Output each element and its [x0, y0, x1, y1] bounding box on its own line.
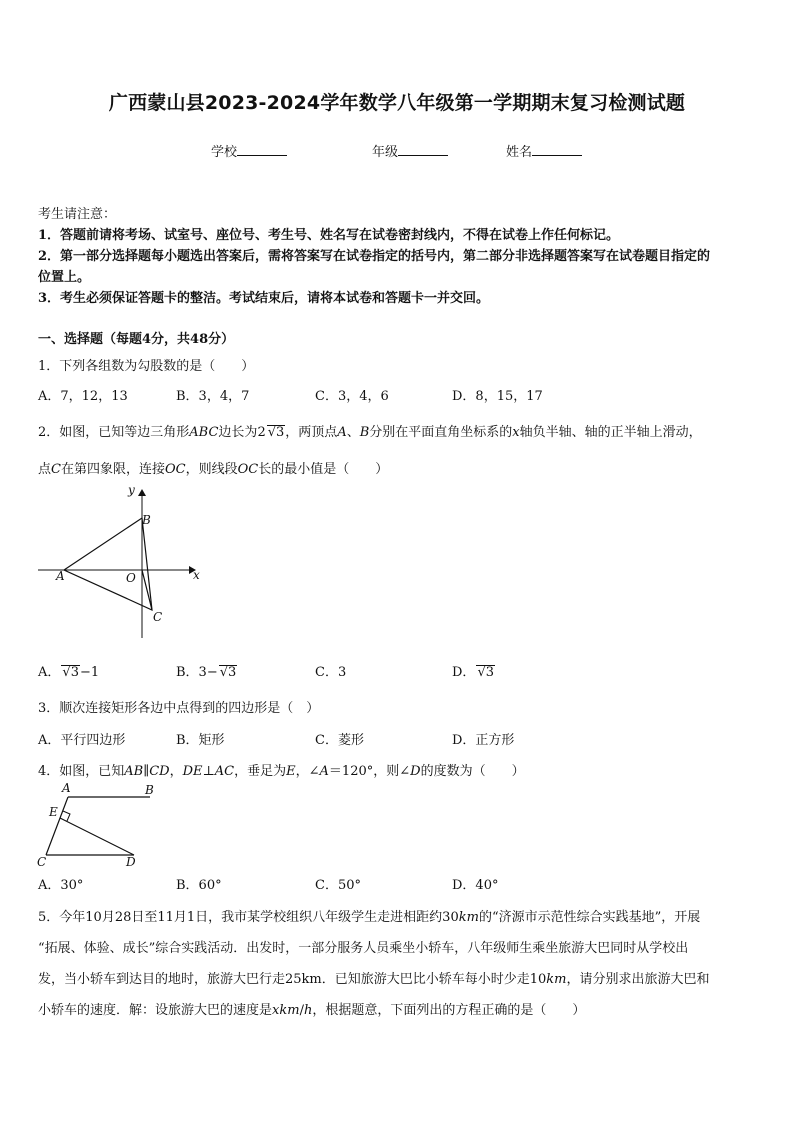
triangle-abc: [64, 518, 152, 610]
q2-option-d[interactable]: D． √3: [452, 665, 495, 680]
q4-stem: 4．如图，已知AB∥CD，DE⊥AC，垂足为E，∠A＝120°，则∠D的度数为（ ）: [38, 764, 525, 779]
q2-stem-line2: 点C在第四象限，连接OC，则线段OC长的最小值是（ ）: [38, 462, 389, 477]
grade-label: 年级: [372, 145, 399, 160]
name-field[interactable]: [506, 141, 582, 160]
q5-line-3: 发，当小轿车到达目的地时，旅游大巴行走25km．已知旅游大巴比小轿车每小时少走10km，请分别求出旅游大巴和: [38, 972, 710, 987]
q2-option-b[interactable]: B．3− √3: [176, 665, 237, 680]
school-blank[interactable]: [237, 143, 287, 156]
q4-option-b[interactable]: B．60°: [176, 878, 222, 893]
notice-item-2-cont: 位置上。: [38, 270, 91, 285]
label-b: B: [142, 513, 151, 527]
q3-option-c[interactable]: C．菱形: [315, 733, 364, 748]
label-x: x: [193, 568, 200, 582]
q2-stem-line1: 2．如图，已知等边三角形ABC边长为2 √3，两顶点A、B分别在平面直角坐标系的x轴负半轴、轴的正半轴上滑动，: [38, 425, 702, 440]
label-b: B: [145, 783, 154, 797]
q1-option-d[interactable]: D．8，15，17: [452, 389, 543, 404]
notice-item-1: 1．答题前请将考场、试室号、座位号、考生号、姓名写在试卷密封线内，不得在试卷上作任何标记。: [38, 228, 620, 243]
q2-option-a[interactable]: A． √3−1: [38, 665, 100, 680]
label-y: y: [128, 483, 135, 497]
label-a: A: [56, 569, 65, 583]
section-heading: 一、选择题（每题4分，共48分）: [38, 332, 235, 347]
q2-option-c[interactable]: C．3: [315, 665, 347, 680]
q5-line-2: “拓展、体验、成长”综合实践活动．出发时，一部分服务人员乘坐小轿车，八年级师生乘坐旅游大巴同时从学校出: [38, 941, 689, 956]
q3-option-a[interactable]: A．平行四边形: [38, 733, 126, 748]
q1-stem: 1．下列各组数为勾股数的是（ ）: [38, 359, 255, 374]
name-blank[interactable]: [532, 143, 582, 156]
q4-option-d[interactable]: D．40°: [452, 878, 499, 893]
notice-item-3: 3．考生必须保证答题卡的整洁。考试结束后，请将本试卷和答题卡一并交回。: [38, 291, 490, 306]
label-c: C: [37, 855, 47, 869]
q4-figure: [32, 778, 162, 870]
q3-option-b[interactable]: B．矩形: [176, 733, 225, 748]
school-label: 学校: [211, 145, 238, 160]
q3-stem: 3．顺次连接矩形各边中点得到的四边形是（ ）: [38, 701, 320, 716]
school-field[interactable]: [211, 141, 287, 160]
q1-option-c[interactable]: C．3，4，6: [315, 389, 389, 404]
q4-option-c[interactable]: C．50°: [315, 878, 361, 893]
sqrt-symbol: √3: [267, 425, 285, 440]
label-o: O: [126, 571, 136, 585]
grade-field[interactable]: [372, 141, 448, 160]
name-label: 姓名: [506, 145, 533, 160]
grade-blank[interactable]: [398, 143, 448, 156]
label-d: D: [126, 855, 136, 869]
notice-item-2: 2．第一部分选择题每小题选出答案后，需将答案写在试卷指定的括号内，第二部分非选择题答案写在试卷题目指定的: [38, 249, 711, 264]
page-title: 广西蒙山县2023-2024学年数学八年级第一学期期末复习检测试题: [108, 92, 686, 114]
q5-line-4: 小轿车的速度．解：设旅游大巴的速度是xkm/h，根据题意，下面列出的方程正确的是（ ）: [38, 1003, 586, 1018]
q1-option-b[interactable]: B．3，4，7: [176, 389, 250, 404]
q3-option-d[interactable]: D．正方形: [452, 733, 515, 748]
segment-oc: [142, 570, 152, 610]
notice-heading: 考生请注意：: [38, 207, 117, 222]
segment-de: [60, 818, 134, 855]
q2-figure: [30, 480, 210, 645]
label-a: A: [62, 781, 71, 795]
label-e: E: [49, 805, 58, 819]
q4-option-a[interactable]: A．30°: [38, 878, 84, 893]
q1-option-a[interactable]: A．7，12，13: [38, 389, 128, 404]
label-c: C: [153, 610, 163, 624]
q5-line-1: 5．今年10月28日至11月1日，我市某学校组织八年级学生走进相距约30km的“济源市示范性综合实践基地”，开展: [38, 910, 701, 925]
